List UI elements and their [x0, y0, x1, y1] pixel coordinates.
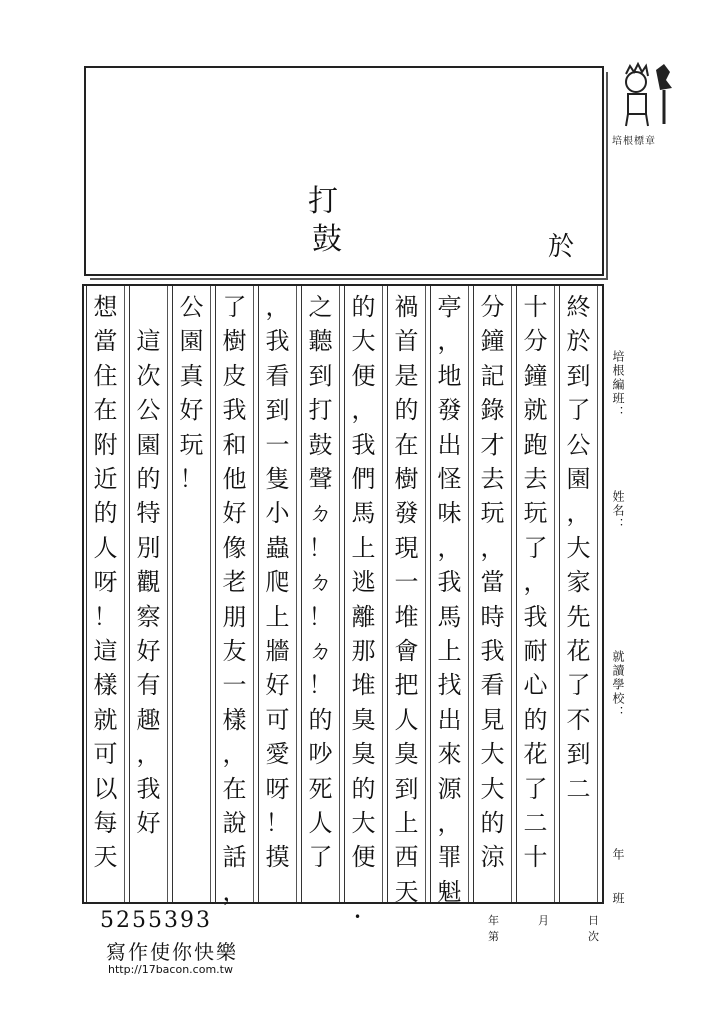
label-class: 培根編班：	[611, 350, 625, 420]
grid-char: 不	[566, 705, 591, 734]
grid-char: ，	[437, 327, 462, 356]
grid-char: 這	[93, 637, 118, 665]
grid-char: 出	[437, 705, 462, 734]
grid-char: 人	[394, 705, 419, 734]
grid-char: ㄉ	[308, 499, 333, 528]
grid-column	[516, 286, 559, 902]
grid-char: 的	[351, 774, 376, 803]
grid-char: 就	[93, 705, 118, 734]
center-dot: •	[354, 910, 362, 924]
grid-char: 呀	[93, 568, 118, 597]
grid-char: ！	[308, 533, 333, 562]
grid-char: 分	[480, 293, 505, 321]
grid-char: 大	[480, 740, 505, 769]
grid-char: ，	[523, 568, 548, 597]
grid-char: 觀	[136, 568, 161, 597]
grid-char: 在	[394, 430, 419, 459]
grid-char: 地	[437, 361, 462, 390]
grid-char: 到	[265, 396, 290, 425]
grid-char: 我	[136, 774, 161, 803]
grid-char: 一	[394, 568, 419, 597]
date-day: 日	[588, 914, 599, 927]
grid-char: 我	[523, 602, 548, 631]
grid-char: 上	[265, 602, 290, 631]
grid-char: 時	[480, 602, 505, 631]
grid-char: 是	[394, 361, 419, 390]
grid-char: 見	[480, 705, 505, 734]
stamp-label: 培根標章	[612, 136, 656, 147]
grid-char: 禍	[394, 293, 419, 321]
grid-char: 臭	[351, 705, 376, 734]
grid-char: 有	[136, 671, 161, 700]
column-divider	[253, 286, 254, 902]
column-divider	[339, 286, 340, 902]
grid-char: 愛	[265, 740, 290, 769]
grid-char: 隻	[265, 465, 290, 493]
label-name: 姓名：	[611, 490, 625, 532]
grid-char: 我	[222, 396, 247, 425]
column-divider	[124, 286, 125, 902]
grid-char: 我	[265, 327, 290, 356]
grid-char: 樣	[93, 671, 118, 700]
grid-char: 他	[222, 465, 247, 493]
grid-char: 記	[480, 361, 505, 390]
label-school: 就讀學校：	[611, 650, 625, 720]
grid-char: 味	[437, 499, 462, 528]
grid-char: 以	[93, 774, 118, 803]
grid-char: ，	[437, 533, 462, 562]
grid-char: 住	[93, 361, 118, 390]
grid-char: 了	[523, 774, 548, 803]
grid-char: 鼓	[308, 430, 333, 459]
grid-char: 鐘	[480, 327, 505, 356]
grid-column	[172, 286, 215, 902]
footer-number: 5255393	[100, 908, 212, 933]
column-divider	[425, 286, 426, 902]
grid-char: 話	[222, 843, 247, 872]
grid-char: 們	[351, 465, 376, 493]
title-char-2: 鼓	[312, 222, 342, 257]
grid-char: 老	[222, 568, 247, 597]
grid-column	[258, 286, 301, 902]
column-divider	[296, 286, 297, 902]
grid-char: ，	[222, 740, 247, 769]
grid-char: 想	[93, 293, 118, 321]
grid-char: 出	[437, 430, 462, 459]
date-no: 第	[488, 930, 499, 943]
grid-char: ！	[179, 465, 204, 493]
grid-char: 看	[480, 671, 505, 700]
grid-char: 聲	[308, 465, 333, 493]
grid-char: 錄	[480, 396, 505, 425]
grid-char: 可	[93, 740, 118, 769]
grid-char: 真	[179, 361, 204, 390]
grid-char: 大	[480, 774, 505, 803]
grid-char: 二	[566, 774, 591, 803]
date-year: 年	[488, 914, 499, 927]
column-divider	[468, 286, 469, 902]
grid-char: 的	[136, 465, 161, 493]
title-right-char: 於	[548, 232, 575, 262]
grid-char: 到	[566, 361, 591, 390]
column-divider	[167, 286, 168, 902]
grid-char: 了	[566, 396, 591, 425]
grid-char: 趣	[136, 705, 161, 734]
column-divider	[554, 286, 555, 902]
grid-char: 就	[523, 396, 548, 425]
grid-char: 臭	[351, 740, 376, 769]
grid-column	[559, 286, 602, 902]
grid-char: ，	[136, 740, 161, 769]
grid-column	[344, 286, 387, 902]
grid-char: 先	[566, 602, 591, 631]
grid-char: 當	[93, 327, 118, 356]
grid-char: 每	[93, 809, 118, 837]
grid-char: 家	[566, 568, 591, 597]
grid-char: ㄉ	[308, 568, 333, 597]
grid-char: 的	[308, 705, 333, 734]
column-divider	[597, 286, 598, 902]
grid-char: 發	[437, 396, 462, 425]
grid-char: 的	[480, 809, 505, 837]
grid-char: 西	[394, 843, 419, 872]
grid-char: 那	[351, 637, 376, 665]
grid-char: 打	[308, 396, 333, 425]
grid-char: 好	[222, 499, 247, 528]
grid-char: 好	[179, 396, 204, 425]
footer-url: http://17bacon.com.tw	[108, 963, 233, 976]
grid-char: 涼	[480, 843, 505, 872]
grid-column	[86, 286, 129, 902]
grid-char: 於	[566, 327, 591, 356]
grid-char: ，	[265, 293, 290, 321]
grid-char: 現	[394, 533, 419, 562]
grid-char: 人	[93, 533, 118, 562]
grid-char: 園	[136, 430, 161, 459]
grid-char: 呀	[265, 774, 290, 803]
grid-char: 把	[394, 671, 419, 700]
grid-column	[129, 286, 172, 902]
column-divider	[210, 286, 211, 902]
grid-char: 摸	[265, 843, 290, 872]
column-divider	[511, 286, 512, 902]
grid-char: 樣	[222, 705, 247, 734]
grid-char: 去	[523, 465, 548, 493]
grid-char: 跑	[523, 430, 548, 459]
grid-char: 在	[93, 396, 118, 425]
grid-char: 玩	[523, 499, 548, 528]
grid-char: 耐	[523, 637, 548, 665]
grid-char: 十	[523, 843, 548, 872]
grid-char: ，	[566, 499, 591, 528]
grid-char: 上	[437, 637, 462, 665]
grid-char: 園	[566, 465, 591, 493]
grid-char: 次	[136, 361, 161, 390]
grid-char: 便	[351, 843, 376, 872]
grid-char: 這	[136, 327, 161, 356]
grid-char: 逃	[351, 568, 376, 597]
grid-char: 在	[222, 774, 247, 803]
grid-char: ！	[93, 602, 118, 631]
grid-char: ！	[265, 809, 290, 837]
grid-char: 了	[308, 843, 333, 872]
grid-char: 魁	[437, 877, 462, 906]
grid-char: 發	[394, 499, 419, 528]
grid-char: 分	[523, 327, 548, 356]
grid-column	[387, 286, 430, 906]
grid-char: 臭	[394, 740, 419, 769]
grid-char: 大	[351, 809, 376, 837]
label-class2: 班	[611, 892, 625, 906]
grid-char: 我	[480, 637, 505, 665]
grid-char: 花	[566, 637, 591, 665]
grid-char: ，	[222, 877, 247, 906]
grid-char: 上	[394, 809, 419, 837]
grid-char: 近	[93, 465, 118, 493]
grid-char: 首	[394, 327, 419, 356]
grid-char: 爬	[265, 568, 290, 597]
grid-char: 公	[136, 396, 161, 425]
grid-char: 會	[394, 637, 419, 665]
grid-char: 好	[136, 637, 161, 665]
grid-char: 玩	[179, 430, 204, 459]
grid-char: 樹	[222, 327, 247, 356]
grid-char: 小	[265, 499, 290, 528]
grid-char: 別	[136, 533, 161, 562]
grid-char: 之	[308, 293, 333, 321]
grid-char: 樹	[394, 465, 419, 493]
grid-char: 馬	[351, 499, 376, 528]
grid-char: 二	[523, 809, 548, 837]
grid-char: 天	[394, 877, 419, 906]
grid-char: 我	[437, 568, 462, 597]
grid-char: 人	[308, 809, 333, 837]
grid-char: 怪	[437, 465, 462, 493]
grid-char: 附	[93, 430, 118, 459]
grid-char: 公	[566, 430, 591, 459]
grid-char: 好	[265, 671, 290, 700]
grid-char: 的	[93, 499, 118, 528]
grid-char: 了	[523, 533, 548, 562]
grid-char: 聽	[308, 327, 333, 356]
grid-char: 皮	[222, 361, 247, 390]
grid-char: 心	[523, 671, 548, 700]
grid-char: 察	[136, 602, 161, 631]
grid-char: 友	[222, 637, 247, 665]
grid-column	[215, 286, 258, 906]
grid-char: 鐘	[523, 361, 548, 390]
grid-char: 了	[222, 293, 247, 321]
grid-char: 的	[394, 396, 419, 425]
grid-char: 公	[179, 293, 204, 321]
grid-char: 花	[523, 740, 548, 769]
grid-char: 一	[265, 430, 290, 459]
grid-char: 找	[437, 671, 462, 700]
grid-char: ！	[308, 602, 333, 631]
grid-char: 可	[265, 705, 290, 734]
grid-char: 的	[523, 705, 548, 734]
grid-char: ，	[351, 396, 376, 425]
grid-char: 好	[136, 809, 161, 837]
grid-char: 便	[351, 361, 376, 390]
mascot-icon	[608, 60, 684, 136]
grid-char: 亭	[437, 293, 462, 321]
grid-char: 天	[93, 843, 118, 872]
grid-char: 了	[566, 671, 591, 700]
grid-char: 堆	[394, 602, 419, 631]
grid-char: 到	[394, 774, 419, 803]
grid-char: 源	[437, 774, 462, 803]
grid-char: 當	[480, 568, 505, 597]
grid-char: 像	[222, 533, 247, 562]
grid-column	[430, 286, 473, 906]
grid-char: 才	[480, 430, 505, 459]
grid-char: 牆	[265, 637, 290, 665]
grid-char: 看	[265, 361, 290, 390]
grid-char: 十	[523, 293, 548, 321]
grid-char: 我	[351, 430, 376, 459]
grid-char: 罪	[437, 843, 462, 872]
grid-char: 終	[566, 293, 591, 321]
grid-char: ，	[437, 809, 462, 837]
title-char-1: 打	[308, 184, 338, 219]
grid-char: 園	[179, 327, 204, 356]
grid-char: 堆	[351, 671, 376, 700]
grid-char: ，	[480, 533, 505, 562]
grid-char: 說	[222, 809, 247, 837]
column-divider	[382, 286, 383, 902]
grid-char: 和	[222, 430, 247, 459]
grid-char: 朋	[222, 602, 247, 631]
grid-char: 馬	[437, 602, 462, 631]
date-month: 月	[538, 914, 549, 927]
grid-char: 大	[566, 533, 591, 562]
grid-char: 的	[351, 293, 376, 321]
grid-char: ！	[308, 671, 333, 700]
label-year: 年	[611, 848, 625, 862]
grid-char: 來	[437, 740, 462, 769]
footer-slogan: 寫作使你快樂	[106, 940, 238, 964]
grid-char: ㄉ	[308, 637, 333, 665]
grid-char: 蟲	[265, 533, 290, 562]
grid-char: 玩	[480, 499, 505, 528]
title-box-shadow	[90, 72, 608, 280]
manuscript-grid	[82, 284, 604, 904]
grid-char: 大	[351, 327, 376, 356]
grid-char: 一	[222, 671, 247, 700]
title-box	[84, 66, 604, 276]
grid-char: 到	[566, 740, 591, 769]
grid-column	[473, 286, 516, 902]
grid-char: 上	[351, 533, 376, 562]
grid-char: 離	[351, 602, 376, 631]
grid-char: 死	[308, 774, 333, 803]
grid-char: 去	[480, 465, 505, 493]
grid-char: 吵	[308, 740, 333, 769]
grid-column	[301, 286, 344, 902]
grid-char: 到	[308, 361, 333, 390]
date-times: 次	[588, 930, 599, 943]
grid-char: 特	[136, 499, 161, 528]
